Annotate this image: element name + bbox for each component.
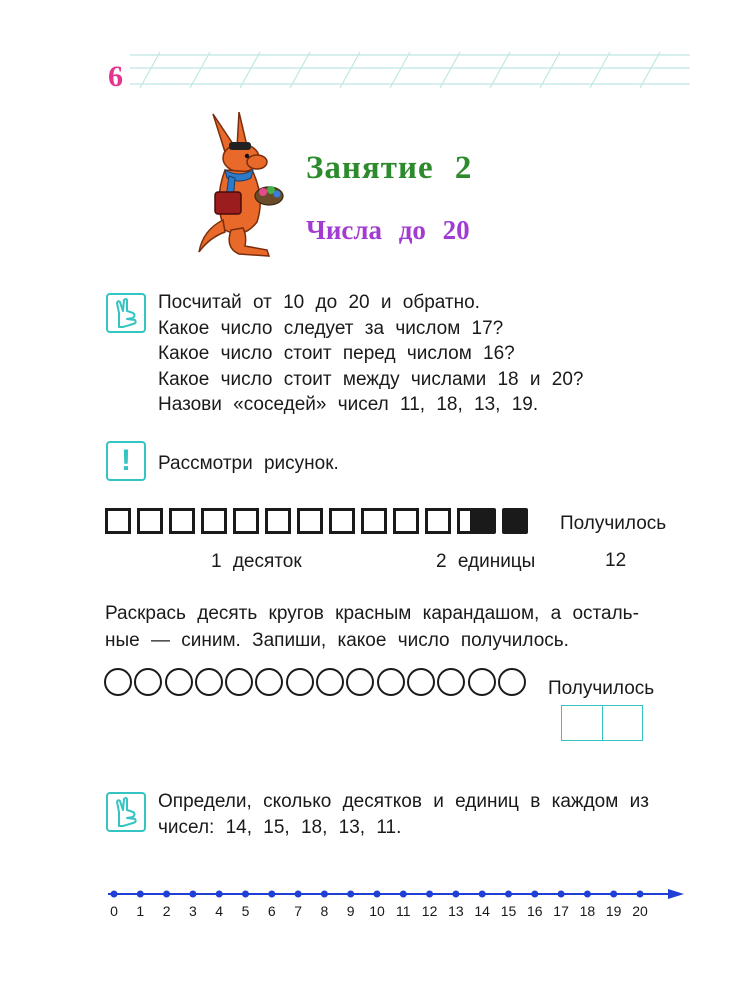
task2-instruction: Рассмотри рисунок. bbox=[158, 453, 339, 474]
number-line-label: 12 bbox=[421, 903, 438, 919]
number-line-label: 0 bbox=[110, 903, 118, 919]
number-line-point bbox=[400, 891, 407, 898]
color-circle[interactable] bbox=[134, 668, 162, 696]
color-circle[interactable] bbox=[195, 668, 223, 696]
number-line-point bbox=[637, 891, 644, 898]
number-line-label: 10 bbox=[369, 903, 385, 919]
number-line-point bbox=[295, 891, 302, 898]
number-line-label: 18 bbox=[579, 903, 596, 919]
empty-square bbox=[297, 508, 323, 534]
filled-square bbox=[470, 508, 496, 534]
tens-label: 1 десяток bbox=[211, 551, 302, 572]
number-line-label: 8 bbox=[320, 903, 329, 919]
task3-result-label: Получилось bbox=[548, 678, 655, 699]
number-line-point bbox=[268, 891, 275, 898]
number-line-label: 19 bbox=[605, 903, 622, 919]
number-line-point bbox=[610, 891, 617, 898]
task1-line: Назови «соседей» чисел 11, 18, 13, 19. bbox=[158, 394, 539, 415]
number-line-point bbox=[137, 891, 144, 898]
task3-text bbox=[105, 600, 639, 654]
lesson-subtitle: Числа до 20 bbox=[306, 215, 470, 245]
color-circle[interactable] bbox=[437, 668, 465, 696]
color-circle[interactable] bbox=[165, 668, 193, 696]
page-number: 6 bbox=[108, 60, 123, 93]
task1-line: Посчитай от 10 до 20 и обратно. bbox=[158, 292, 480, 313]
task4-line: чисел: 14, 15, 18, 13, 11. bbox=[158, 816, 402, 838]
number-line-label: 14 bbox=[474, 903, 490, 919]
answer-box[interactable] bbox=[561, 705, 643, 741]
number-line-label: 5 bbox=[241, 903, 250, 919]
number-line-point bbox=[216, 891, 223, 898]
number-line-label: 4 bbox=[215, 903, 224, 919]
number-line-point bbox=[321, 891, 328, 898]
color-circle[interactable] bbox=[407, 668, 435, 696]
number-line-label: 15 bbox=[500, 903, 517, 919]
color-circle[interactable] bbox=[225, 668, 253, 696]
circles-row bbox=[104, 668, 528, 696]
number-line-label: 17 bbox=[553, 903, 569, 919]
empty-square bbox=[361, 508, 387, 534]
number-line-label: 2 bbox=[162, 903, 171, 919]
number-line-point bbox=[111, 891, 118, 898]
kangaroo-illustration bbox=[195, 112, 295, 260]
number-line-point bbox=[452, 891, 459, 898]
color-circle[interactable] bbox=[498, 668, 526, 696]
number-line-point bbox=[479, 891, 486, 898]
number-line-point bbox=[558, 891, 565, 898]
task4-line: Определи, сколько десятков и единиц в каждом из bbox=[158, 791, 649, 812]
color-circle[interactable] bbox=[468, 668, 496, 696]
number-line-point bbox=[189, 891, 196, 898]
number-line-point bbox=[584, 891, 591, 898]
number-line-label: 7 bbox=[294, 903, 302, 919]
empty-square bbox=[425, 508, 451, 534]
answer-cell[interactable] bbox=[562, 706, 602, 740]
number-line-label: 3 bbox=[188, 903, 197, 919]
number-line-point bbox=[374, 891, 381, 898]
units-label: 2 единицы bbox=[436, 551, 536, 572]
task2-result-value: 12 bbox=[605, 550, 627, 571]
lesson-title: Занятие 2 bbox=[306, 150, 473, 186]
number-line-point bbox=[242, 891, 249, 898]
color-circle[interactable] bbox=[316, 668, 344, 696]
filled-squares-row bbox=[470, 508, 534, 534]
number-line-point bbox=[505, 891, 512, 898]
number-line-label: 16 bbox=[527, 903, 543, 919]
number-line-label: 13 bbox=[448, 903, 464, 919]
task3-line: Раскрась десять кругов красным карандашом, а осталь- bbox=[105, 603, 639, 624]
number-line-point bbox=[426, 891, 433, 898]
color-circle[interactable] bbox=[377, 668, 405, 696]
empty-square bbox=[137, 508, 163, 534]
number-line-point bbox=[347, 891, 354, 898]
number-line-label: 11 bbox=[396, 903, 411, 919]
number-line-point bbox=[531, 891, 538, 898]
color-circle[interactable] bbox=[346, 668, 374, 696]
empty-square bbox=[265, 508, 291, 534]
answer-cell[interactable] bbox=[602, 706, 643, 740]
number-line-label: 6 bbox=[267, 903, 276, 919]
color-circle[interactable] bbox=[286, 668, 314, 696]
filled-square bbox=[502, 508, 528, 534]
color-circle[interactable] bbox=[104, 668, 132, 696]
arrow-right-icon bbox=[668, 889, 684, 899]
exclamation-icon: ! bbox=[106, 441, 146, 481]
task3-line: ные — синим. Запиши, какое число получилось. bbox=[105, 630, 569, 651]
empty-square bbox=[329, 508, 355, 534]
task1-line: Какое число следует за числом 17? bbox=[158, 317, 504, 339]
color-circle[interactable] bbox=[255, 668, 283, 696]
empty-square bbox=[169, 508, 195, 534]
task1-line: Какое число стоит перед числом 16? bbox=[158, 343, 515, 364]
number-line-label: 9 bbox=[346, 903, 355, 919]
task1-line: Какое число стоит между числами 18 и 20? bbox=[158, 368, 584, 390]
empty-squares-row bbox=[105, 508, 489, 534]
header-ruling bbox=[130, 50, 690, 90]
empty-square bbox=[105, 508, 131, 534]
number-line-point bbox=[163, 891, 170, 898]
number-line bbox=[104, 884, 689, 904]
number-line-label: 1 bbox=[136, 903, 145, 919]
empty-square bbox=[393, 508, 419, 534]
empty-square bbox=[233, 508, 259, 534]
number-line-label: 20 bbox=[632, 903, 648, 919]
hand-counting-icon bbox=[106, 293, 146, 333]
task1-text bbox=[158, 290, 584, 418]
empty-square bbox=[201, 508, 227, 534]
hand-counting-icon bbox=[106, 792, 146, 832]
task4-text bbox=[158, 789, 649, 840]
task2-result-label: Получилось bbox=[560, 513, 667, 534]
